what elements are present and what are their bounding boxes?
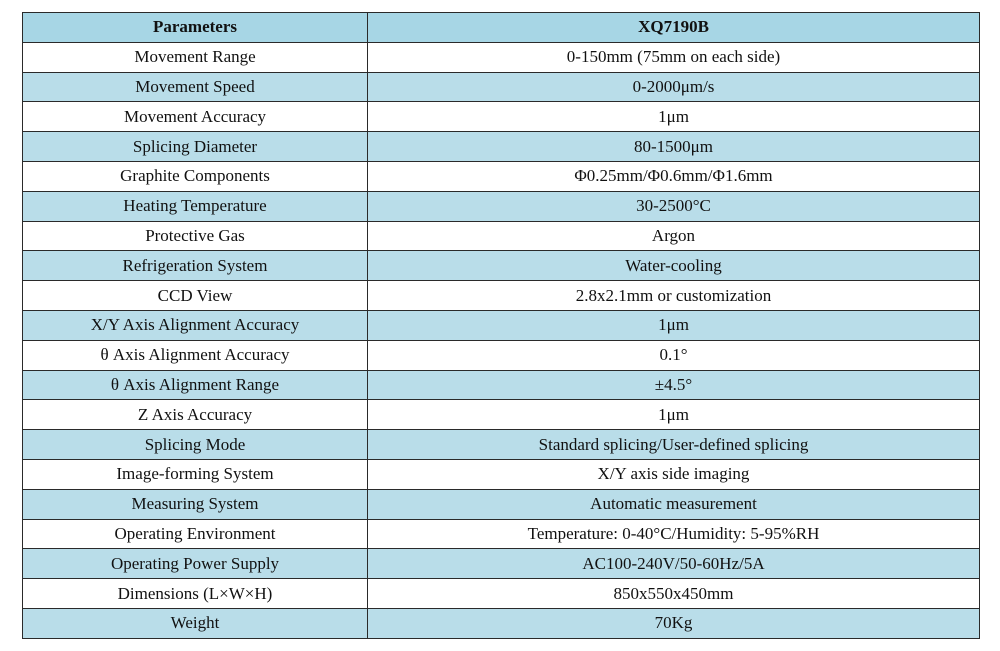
- parameter-value-cell: 850x550x450mm: [368, 579, 980, 609]
- parameter-value-cell: 30-2500°C: [368, 191, 980, 221]
- parameter-value-cell: ±4.5°: [368, 370, 980, 400]
- parameter-value-cell: 0-150mm (75mm on each side): [368, 42, 980, 72]
- table-row: [23, 310, 980, 340]
- header-row: [23, 13, 980, 43]
- spec-table-body: [23, 42, 980, 638]
- table-row: [23, 549, 980, 579]
- table-row: [23, 251, 980, 281]
- table-row: [23, 102, 980, 132]
- parameter-name-cell: θ Axis Alignment Range: [23, 370, 368, 400]
- parameter-name-cell: X/Y Axis Alignment Accuracy: [23, 310, 368, 340]
- table-row: [23, 281, 980, 311]
- parameter-name-cell: Operating Power Supply: [23, 549, 368, 579]
- parameter-name-cell: Dimensions (L×W×H): [23, 579, 368, 609]
- parameter-name-cell: Splicing Diameter: [23, 132, 368, 162]
- parameter-name-cell: Image-forming System: [23, 459, 368, 489]
- parameter-value-cell: 1μm: [368, 310, 980, 340]
- parameter-name-cell: Graphite Components: [23, 161, 368, 191]
- parameter-name-cell: Refrigeration System: [23, 251, 368, 281]
- parameter-value-cell: Standard splicing/User-defined splicing: [368, 430, 980, 460]
- parameter-value-cell: 0-2000μm/s: [368, 72, 980, 102]
- table-row: [23, 370, 980, 400]
- parameter-value-cell: Automatic measurement: [368, 489, 980, 519]
- parameter-name-cell: Movement Accuracy: [23, 102, 368, 132]
- table-row: [23, 519, 980, 549]
- table-row: [23, 132, 980, 162]
- table-row: [23, 459, 980, 489]
- table-row: [23, 400, 980, 430]
- table-row: [23, 489, 980, 519]
- parameter-name-cell: Movement Speed: [23, 72, 368, 102]
- spec-table-header: [23, 13, 980, 43]
- parameter-value-cell: 0.1°: [368, 340, 980, 370]
- table-row: [23, 608, 980, 638]
- table-row: [23, 191, 980, 221]
- parameter-value-cell: 1μm: [368, 400, 980, 430]
- parameter-name-cell: θ Axis Alignment Accuracy: [23, 340, 368, 370]
- table-row: [23, 430, 980, 460]
- parameter-value-cell: AC100-240V/50-60Hz/5A: [368, 549, 980, 579]
- header-model: XQ7190B: [368, 13, 980, 43]
- parameter-value-cell: X/Y axis side imaging: [368, 459, 980, 489]
- parameter-value-cell: Argon: [368, 221, 980, 251]
- parameter-name-cell: CCD View: [23, 281, 368, 311]
- table-row: [23, 579, 980, 609]
- parameter-value-cell: Temperature: 0-40°C/Humidity: 5-95%RH: [368, 519, 980, 549]
- table-row: [23, 72, 980, 102]
- parameter-name-cell: Measuring System: [23, 489, 368, 519]
- parameter-name-cell: Weight: [23, 608, 368, 638]
- table-row: [23, 340, 980, 370]
- header-parameters: Parameters: [23, 13, 368, 43]
- parameter-value-cell: 70Kg: [368, 608, 980, 638]
- parameter-value-cell: 1μm: [368, 102, 980, 132]
- table-row: [23, 221, 980, 251]
- parameter-name-cell: Z Axis Accuracy: [23, 400, 368, 430]
- parameter-name-cell: Protective Gas: [23, 221, 368, 251]
- parameter-name-cell: Movement Range: [23, 42, 368, 72]
- parameter-value-cell: Water-cooling: [368, 251, 980, 281]
- parameter-value-cell: 80-1500μm: [368, 132, 980, 162]
- parameter-value-cell: 2.8x2.1mm or customization: [368, 281, 980, 311]
- table-row: [23, 161, 980, 191]
- spec-table: [22, 12, 980, 639]
- parameter-value-cell: Φ0.25mm/Φ0.6mm/Φ1.6mm: [368, 161, 980, 191]
- table-row: [23, 42, 980, 72]
- parameter-name-cell: Splicing Mode: [23, 430, 368, 460]
- parameter-name-cell: Heating Temperature: [23, 191, 368, 221]
- parameter-name-cell: Operating Environment: [23, 519, 368, 549]
